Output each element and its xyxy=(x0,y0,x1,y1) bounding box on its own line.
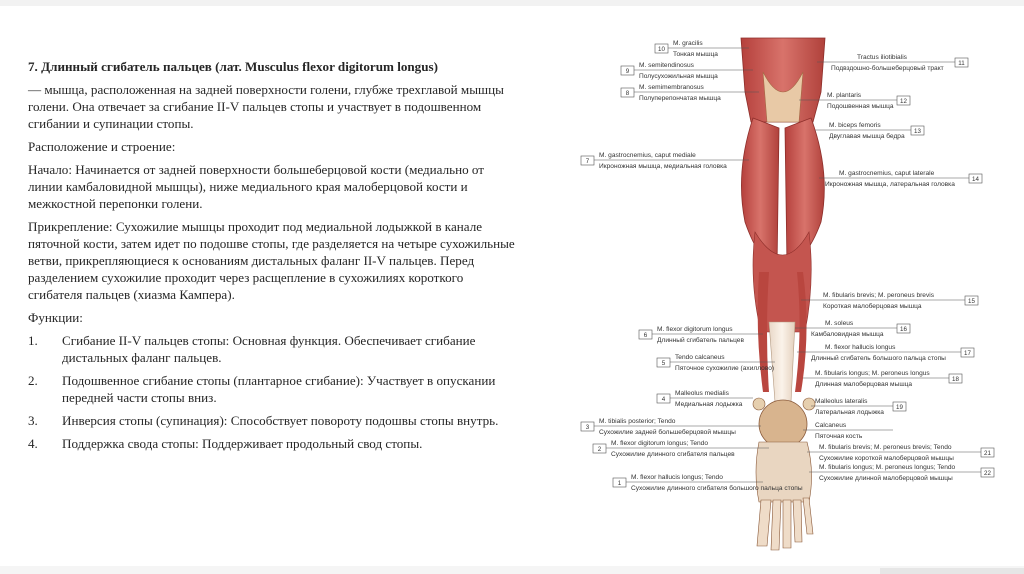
svg-text:M. tibialis posterior; Tendo: M. tibialis posterior; Tendo xyxy=(599,418,676,425)
insertion-paragraph: Прикрепление: Сухожилие мышцы проходит под медиальной лодыжкой в канале пяточной кости, затем идет по подошве стопы, где разделяется на четыре сухожильные ветви, прикрепляющиеся к основаниям дистальных фаланг II-V пальцев. Перед разделением сухожилие проходит через расщепление в сухожилиях короткого сгибателя пальцев (хиазма Кампера). xyxy=(28,219,515,302)
svg-text:Длинная малоберцовая мышца: Длинная малоберцовая мышца xyxy=(815,381,913,388)
svg-text:5: 5 xyxy=(661,360,666,367)
svg-text:14: 14 xyxy=(972,176,979,183)
leg-anatomy-illustration xyxy=(563,32,1011,566)
svg-text:Сухожилие задней большеберцово: Сухожилие задней большеберцовой мышцы xyxy=(599,429,736,436)
svg-text:7: 7 xyxy=(585,158,590,165)
right-label-17 xyxy=(797,344,974,362)
svg-text:1: 1 xyxy=(617,480,622,487)
svg-text:9: 9 xyxy=(625,68,630,75)
toe-4-shape xyxy=(793,500,802,542)
heel-shape xyxy=(759,400,807,448)
svg-text:Длинный сгибатель большого пал: Длинный сгибатель большого пальца стопы xyxy=(811,355,946,362)
right-label-14 xyxy=(819,170,982,188)
svg-text:Calcaneus: Calcaneus xyxy=(815,422,847,429)
svg-text:16: 16 xyxy=(900,326,907,333)
svg-text:M. fibularis brevis; M. perone: M. fibularis brevis; M. peroneus brevis; Tendo xyxy=(819,444,952,451)
svg-text:M. flexor hallucis longus: M. flexor hallucis longus xyxy=(825,344,896,351)
svg-text:Тонкая мышца: Тонкая мышца xyxy=(673,51,718,58)
svg-text:M. soleus: M. soleus xyxy=(825,320,854,327)
svg-text:M. gastrocnemius, caput medial: M. gastrocnemius, caput mediale xyxy=(599,152,696,159)
left-label-5 xyxy=(657,354,775,372)
svg-text:6: 6 xyxy=(643,332,648,339)
list-item-text: Подошвенное сгибание стопы (плантарное сгибание): Участвует в опускании передней части стопы вниз. xyxy=(62,373,496,405)
left-label-9 xyxy=(621,62,753,80)
toe-5-shape xyxy=(803,498,813,534)
right-label-11 xyxy=(817,54,968,72)
svg-text:12: 12 xyxy=(900,98,907,105)
svg-text:M. flexor hallucis longus; Ten: M. flexor hallucis longus; Tendo xyxy=(631,474,723,481)
svg-text:15: 15 xyxy=(968,298,975,305)
svg-text:Полуперепончатая мышца: Полуперепончатая мышца xyxy=(639,95,721,102)
svg-text:2: 2 xyxy=(597,446,602,453)
svg-text:Tractus iliotibialis: Tractus iliotibialis xyxy=(857,54,907,61)
toe-3-shape xyxy=(783,500,791,548)
svg-text:M. fibularis brevis; M. perone: M. fibularis brevis; M. peroneus brevis xyxy=(823,292,935,299)
svg-text:M. gastrocnemius, caput latera: M. gastrocnemius, caput laterale xyxy=(839,170,935,177)
bottom-border-strip xyxy=(0,566,1024,574)
svg-text:22: 22 xyxy=(984,470,991,477)
svg-text:Пяточная кость: Пяточная кость xyxy=(815,433,863,440)
list-item-number: 2. xyxy=(28,373,38,388)
right-label-15 xyxy=(801,292,978,310)
svg-text:3: 3 xyxy=(585,424,590,431)
svg-text:Короткая малоберцовая мышца: Короткая малоберцовая мышца xyxy=(823,303,922,310)
list-item xyxy=(28,435,518,452)
left-label-3 xyxy=(581,418,761,436)
svg-text:Malleolus lateralis: Malleolus lateralis xyxy=(815,398,868,405)
left-label-2 xyxy=(593,440,769,458)
svg-text:M. semitendinosus: M. semitendinosus xyxy=(639,62,694,69)
list-item-number: 1. xyxy=(28,333,38,348)
list-item-text: Инверсия стопы (супинация): Способствует повороту подошвы стопы внутрь. xyxy=(62,413,499,428)
right-label-13 xyxy=(815,122,924,140)
svg-text:10: 10 xyxy=(658,46,665,53)
svg-text:Латеральная лодыжка: Латеральная лодыжка xyxy=(815,409,884,416)
list-item xyxy=(28,412,518,429)
structure-heading: Расположение и строение: xyxy=(28,139,176,154)
sole-shape xyxy=(756,442,812,502)
right-label-22 xyxy=(809,464,994,482)
svg-text:M. biceps femoris: M. biceps femoris xyxy=(829,122,881,129)
svg-text:19: 19 xyxy=(896,404,903,411)
muscle-title: 7. Длинный сгибатель пальцев (лат. Musculus flexor digitorum longus) xyxy=(28,59,438,74)
svg-text:Медиальная лодыжка: Медиальная лодыжка xyxy=(675,401,743,408)
leg-anatomy-figure xyxy=(563,32,1011,566)
svg-text:Длинный сгибатель пальцев: Длинный сгибатель пальцев xyxy=(657,337,744,344)
svg-text:Икроножная мышца, латеральная: Икроножная мышца, латеральная головка xyxy=(825,181,955,188)
svg-text:17: 17 xyxy=(964,350,971,357)
svg-text:M. flexor digitorum longus; Te: M. flexor digitorum longus; Tendo xyxy=(611,440,709,447)
svg-text:Malleolus medialis: Malleolus medialis xyxy=(675,390,729,397)
intro-paragraph: — мышца, расположенная на задней поверхности голени, глубже трехглавой мышцы голени. Она отвечает за сгибание II-V пальцев стопы и участвует в подошвенном сгибании и супинации стопы. xyxy=(28,82,504,131)
medial-malleolus-shape xyxy=(753,398,765,410)
lateral-malleolus-shape xyxy=(803,398,815,410)
svg-text:Сухожилие длинного сгибателя б: Сухожилие длинного сгибателя большого пальца стопы xyxy=(631,485,803,492)
bottom-accent-strip xyxy=(880,568,1024,574)
svg-text:M. fibularis longus; M. perone: M. fibularis longus; M. peroneus longus xyxy=(815,370,930,377)
svg-text:Подвздошно-большеберцовый трак: Подвздошно-большеберцовый тракт xyxy=(831,65,944,72)
list-item-number: 3. xyxy=(28,413,38,428)
svg-text:Икроножная мышца, медиальная г: Икроножная мышца, медиальная головка xyxy=(599,163,727,170)
text-panel xyxy=(28,58,518,458)
svg-text:18: 18 xyxy=(952,376,959,383)
top-border-strip xyxy=(0,0,1024,6)
svg-text:Tendo calcaneus: Tendo calcaneus xyxy=(675,354,725,361)
svg-text:13: 13 xyxy=(914,128,921,135)
list-item-text: Поддержка свода стопы: Поддерживает продольный свод стопы. xyxy=(62,436,423,451)
svg-text:M. flexor digitorum longus: M. flexor digitorum longus xyxy=(657,326,733,333)
svg-text:Сухожилие короткой малоберцово: Сухожилие короткой малоберцовой мышцы xyxy=(819,455,954,462)
left-label-7 xyxy=(581,152,749,170)
svg-text:Камбаловидная мышца: Камбаловидная мышца xyxy=(811,331,884,338)
svg-text:11: 11 xyxy=(958,60,965,67)
left-label-4 xyxy=(657,390,753,408)
right-label-16 xyxy=(795,320,910,338)
svg-text:M. semimembranosus: M. semimembranosus xyxy=(639,84,704,91)
left-label-10 xyxy=(655,40,749,58)
svg-text:8: 8 xyxy=(625,90,630,97)
origin-paragraph: Начало: Начинается от задней поверхности большеберцовой кости (медиально от линии камбаловидной мышцы), ниже медиального края малоберцовой кости и межкостной перепонки голени. xyxy=(28,162,485,211)
left-label-8 xyxy=(621,84,759,102)
svg-text:Подошвенная мышца: Подошвенная мышца xyxy=(827,103,894,110)
left-label-6 xyxy=(639,326,763,344)
right-label-19 xyxy=(811,398,906,416)
svg-text:4: 4 xyxy=(661,396,666,403)
svg-text:M. plantaris: M. plantaris xyxy=(827,92,862,99)
svg-text:Двуглавая мышца бедра: Двуглавая мышца бедра xyxy=(829,133,905,140)
svg-text:M. gracilis: M. gracilis xyxy=(673,40,703,47)
svg-text:Полусухожильная мышца: Полусухожильная мышца xyxy=(639,73,718,80)
svg-text:Пяточное сухожилие (ахиллово): Пяточное сухожилие (ахиллово) xyxy=(675,365,775,372)
list-item xyxy=(28,332,518,366)
svg-text:Сухожилие длинного сгибателя п: Сухожилие длинного сгибателя пальцев xyxy=(611,451,735,458)
list-item xyxy=(28,372,518,406)
list-item-number: 4. xyxy=(28,436,38,451)
functions-heading: Функции: xyxy=(28,310,83,325)
right-label-20 xyxy=(803,422,906,440)
list-item-text: Сгибание II-V пальцев стопы: Основная функция. Обеспечивает сгибание дистальных фаланг пальцев. xyxy=(62,333,476,365)
right-label-18 xyxy=(803,370,962,388)
toe-2-shape xyxy=(771,500,781,550)
right-label-21 xyxy=(807,444,994,462)
toe-1-shape xyxy=(757,500,771,546)
svg-text:Сухожилие длинной малоберцовой: Сухожилие длинной малоберцовой мышцы xyxy=(819,475,953,482)
functions-list xyxy=(28,332,518,452)
svg-text:21: 21 xyxy=(984,450,991,457)
svg-text:M. fibularis longus; M. perone: M. fibularis longus; M. peroneus longus; Tendo xyxy=(819,464,956,471)
